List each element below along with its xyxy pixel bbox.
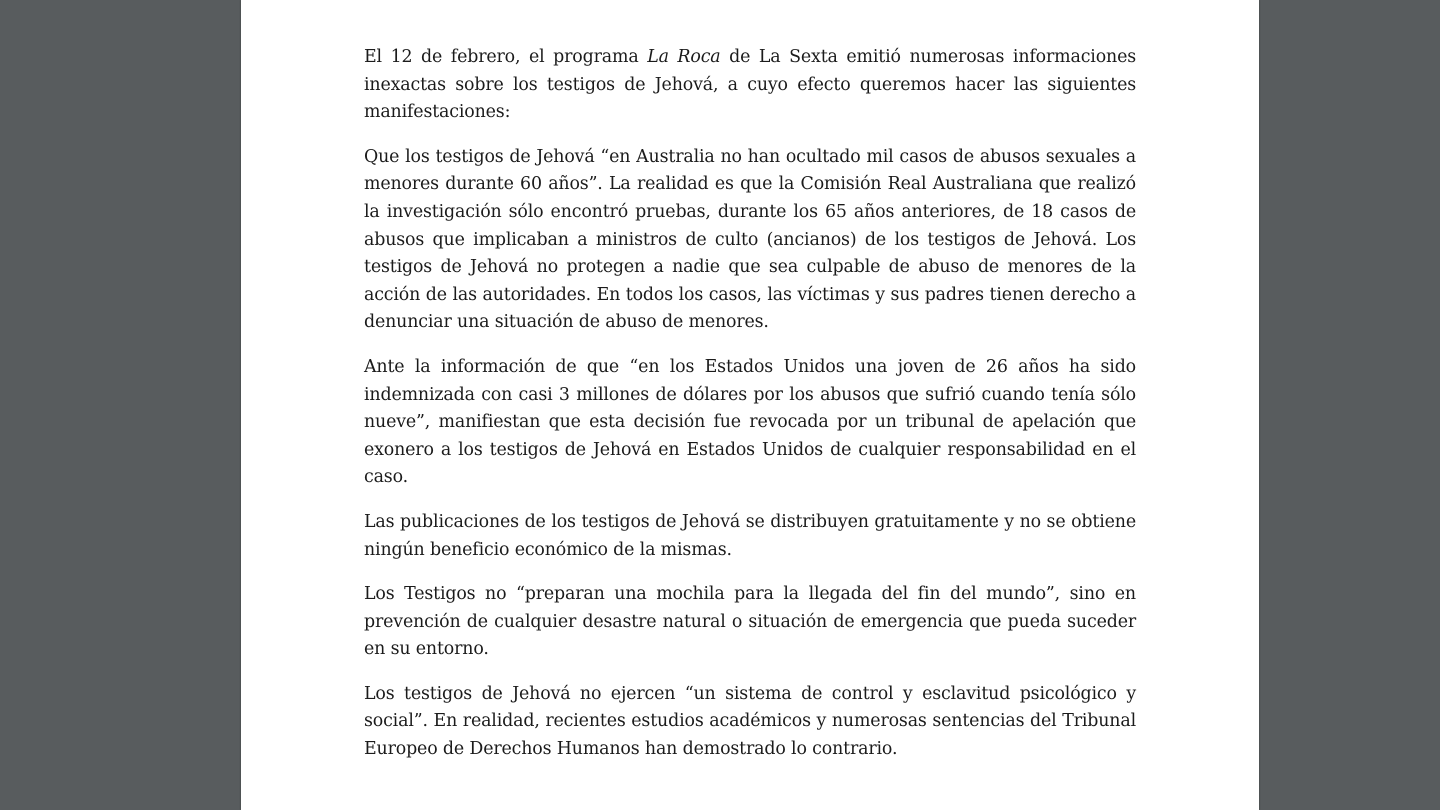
document-page [241, 0, 1259, 810]
paragraph-publications [364, 509, 1136, 564]
paragraph-intro [364, 44, 1136, 127]
text-run: El 12 de febrero, el programa [364, 47, 648, 67]
program-name-italic: La Roca [647, 47, 721, 67]
text-run: Las publicaciones de los testigos de Jehová se distribuyen gratuitamente y no se obtiene ningún beneficio económico de la mismas. [364, 511, 1136, 560]
paragraph-australia [364, 144, 1136, 337]
text-run: Los Testigos no “preparan una mochila para la llegada del fin del mundo”, sino en prevención de cualquier desastre natural o situación de emergencia que pueda suceder en su entorno. [364, 584, 1136, 660]
text-run: Que los testigos de Jehová “en Australia no han ocultado mil casos de abusos sexuales a menores durante 60 años”. La realidad es que la Comisión Real Australiana que realizó la investigación sólo encontró pruebas, durante los 65 años anteriores, de 18 casos de abusos que implicaban a ministros de culto (ancianos) de los testigos de Jehová. Los testigos de Jehová no protegen a nadie que sea culpable de abuso de menores de la acción de las autoridades. En todos los casos, las víctimas y sus padres tienen derecho a denunciar una situación de abuso de menores. [364, 146, 1136, 333]
text-run: Ante la información de que “en los Estados Unidos una joven de 26 años ha sido indemnizada con casi 3 millones de dólares por los abusos que sufrió cuando tenía sólo nueve”, manifiestan que esta decisión fue revocada por un tribunal de apelación que exonero a los testigos de Jehová en Estados Unidos de cualquier responsabilidad en el caso. [364, 356, 1136, 488]
paragraph-united-states [364, 354, 1136, 492]
text-run: de La Sexta emitió numerosas informaciones inexactas sobre los testigos de Jehová, a cuyo efecto queremos hacer las siguientes manifestaciones: [364, 47, 1136, 123]
paragraph-control [364, 681, 1136, 764]
paragraph-backpack [364, 581, 1136, 664]
text-run: Los testigos de Jehová no ejercen “un sistema de control y esclavitud psicológico y social”. En realidad, recientes estudios académicos y numerosas sentencias del Tribunal Europeo de Derechos Humanos han demostrado lo contrario. [364, 683, 1136, 760]
document-body [364, 44, 1136, 781]
